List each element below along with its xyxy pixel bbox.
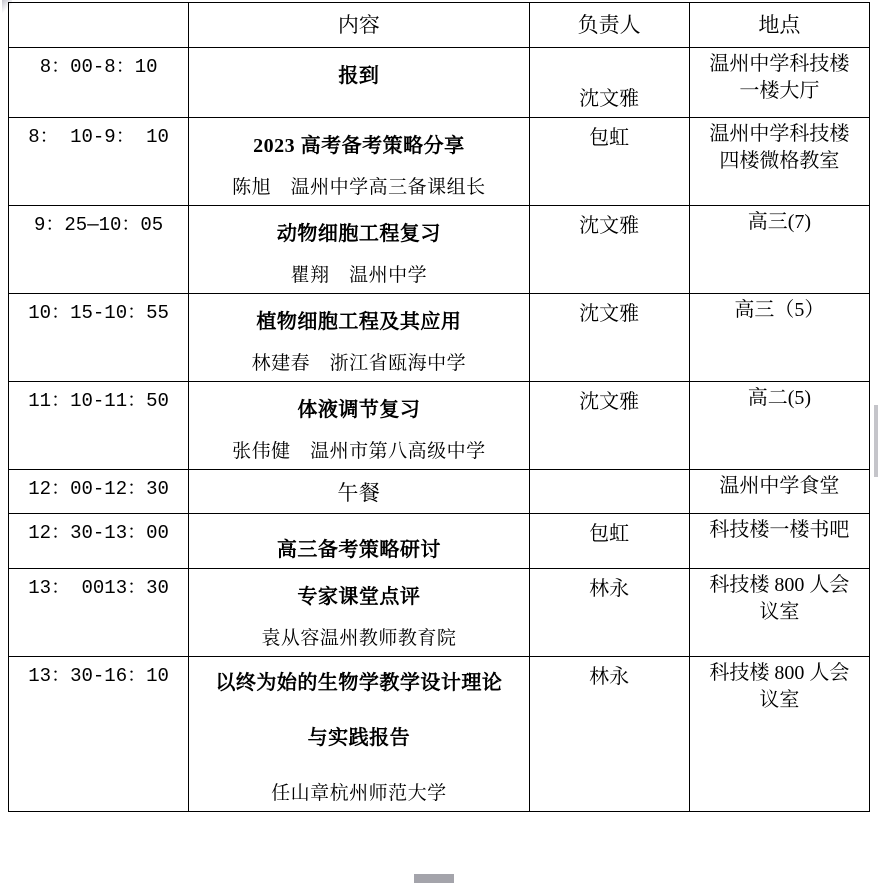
content-title: 报到: [338, 65, 380, 87]
cell-content: [189, 48, 529, 118]
cell-responsible: 沈文雅: [529, 206, 689, 294]
cell-responsible: 沈文雅: [529, 48, 689, 118]
cell-responsible: 包虹: [529, 514, 689, 569]
cell-time: 11：10-11：50: [9, 382, 189, 470]
content-speaker: 张伟健 温州市第八高级中学: [232, 441, 486, 462]
content-title: 午餐: [337, 481, 381, 505]
scan-artifact-right-edge: [874, 405, 878, 477]
cell-place: 高三(7): [689, 206, 869, 294]
cell-content: [189, 569, 529, 657]
cell-place: 温州中学科技楼 四楼微格教室: [689, 118, 869, 206]
cell-responsible: 林永: [529, 657, 689, 812]
content-title: 高三备考策略研讨: [276, 539, 441, 561]
header-cell-blank: [9, 3, 189, 48]
content-title: 动物细胞工程复习: [276, 223, 441, 245]
table-row: [9, 118, 870, 206]
cell-place: 温州中学食堂: [689, 470, 869, 514]
content-title: 植物细胞工程及其应用: [256, 311, 462, 333]
content-title: 以终为始的生物学教学设计理论: [215, 672, 503, 694]
content-speaker: 任山章杭州师范大学: [271, 783, 447, 804]
table-row: [9, 569, 870, 657]
schedule-table: [8, 2, 870, 812]
cell-content: [189, 514, 529, 569]
cell-time: 13：30-16：10: [9, 657, 189, 812]
table-row: [9, 294, 870, 382]
scan-artifact-bottom: [414, 874, 454, 883]
content-title: 体液调节复习: [297, 399, 421, 421]
table-row: [9, 382, 870, 470]
cell-content: [189, 294, 529, 382]
cell-place: 科技楼 800 人会 议室: [689, 569, 869, 657]
cell-content: [189, 382, 529, 470]
cell-responsible: 沈文雅: [529, 294, 689, 382]
content-title: 2023 高考备考策略分享: [253, 135, 465, 157]
content-title-line2: 与实践报告: [307, 727, 411, 749]
cell-content: [189, 470, 529, 514]
cell-content: [189, 657, 529, 812]
content-speaker: 袁从容温州教师教育院: [261, 628, 457, 649]
cell-content: [189, 206, 529, 294]
cell-place: 科技楼一楼书吧: [689, 514, 869, 569]
cell-time: 13： 0013：30: [9, 569, 189, 657]
table-row: [9, 514, 870, 569]
header-cell-responsible: 负责人: [529, 3, 689, 48]
cell-time: 12：00-12：30: [9, 470, 189, 514]
content-speaker: 林建春 浙江省瓯海中学: [251, 353, 467, 374]
content-title: 专家课堂点评: [297, 586, 421, 608]
cell-place: 高二(5): [689, 382, 869, 470]
cell-place: 温州中学科技楼 一楼大厅: [689, 48, 869, 118]
cell-responsible: [529, 470, 689, 514]
cell-time: 12：30-13：00: [9, 514, 189, 569]
table-row: [9, 470, 870, 514]
table-row: [9, 657, 870, 812]
cell-responsible: 包虹: [529, 118, 689, 206]
cell-time: 9：25—10：05: [9, 206, 189, 294]
cell-responsible: 沈文雅: [529, 382, 689, 470]
table-row: [9, 48, 870, 118]
cell-time: 10：15-10：55: [9, 294, 189, 382]
table-row: [9, 206, 870, 294]
content-speaker: 陈旭 温州中学高三备课组长: [232, 177, 486, 198]
cell-content: [189, 118, 529, 206]
cell-responsible: 林永: [529, 569, 689, 657]
content-speaker: 瞿翔 温州中学: [290, 265, 428, 286]
header-cell-place: 地点: [689, 3, 869, 48]
table-header-row: [9, 3, 870, 48]
cell-time: 8：00-8：10: [9, 48, 189, 118]
header-cell-content: 内容: [189, 3, 529, 48]
cell-time: 8： 10-9： 10: [9, 118, 189, 206]
cell-place: 高三（5）: [689, 294, 869, 382]
cell-place: 科技楼 800 人会 议室: [689, 657, 869, 812]
